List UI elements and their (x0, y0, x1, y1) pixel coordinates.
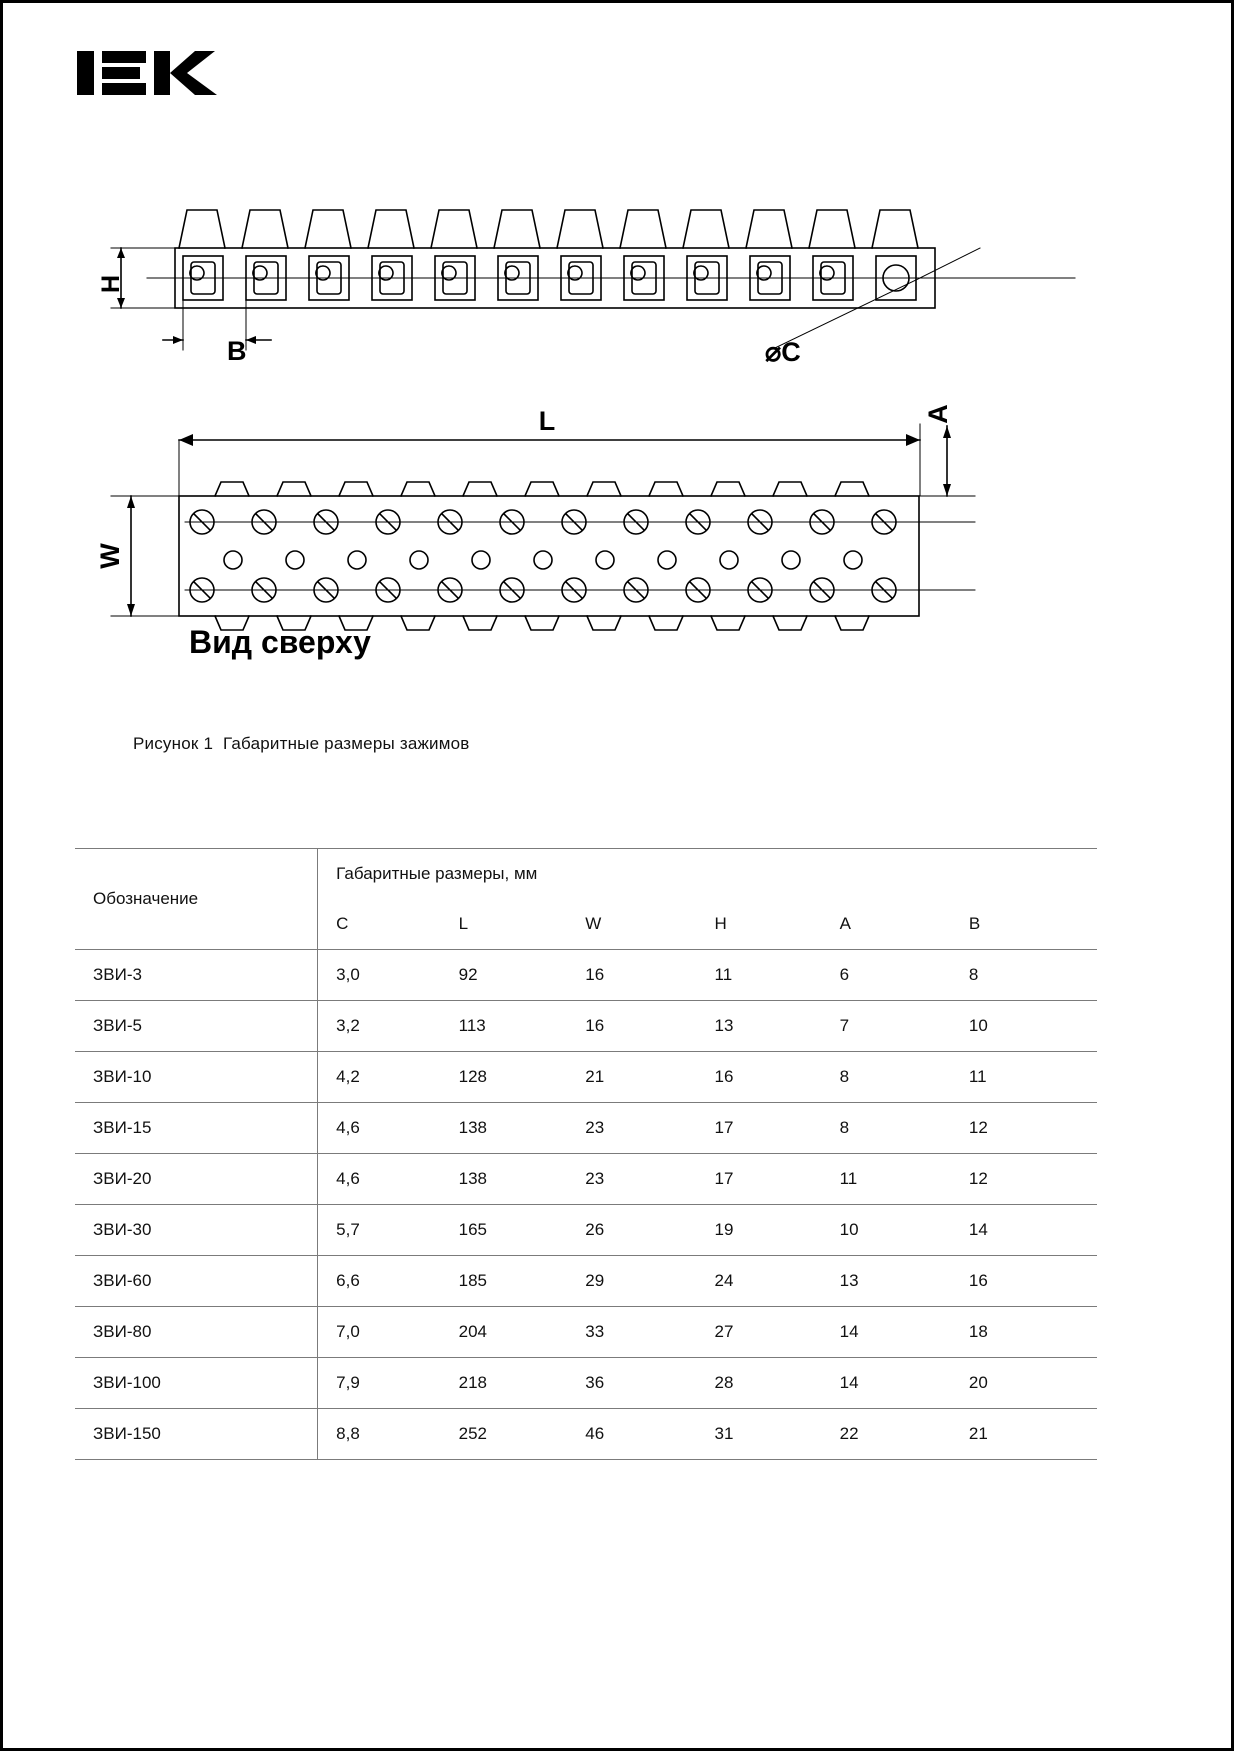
cell-designation: ЗВИ-150 (75, 1409, 318, 1460)
cell-b: 14 (951, 1205, 1097, 1256)
figure-caption: Рисунок 1 Габаритные размеры зажимов (133, 734, 470, 753)
cell-a: 6 (822, 950, 951, 1001)
header-col-a: A (822, 899, 951, 950)
cell-w: 23 (567, 1103, 696, 1154)
cell-h: 17 (697, 1154, 822, 1205)
label-h: H (97, 274, 125, 294)
header-col-c: C (318, 899, 441, 950)
header-col-b: B (951, 899, 1097, 950)
cell-c: 7,0 (318, 1307, 441, 1358)
cell-b: 10 (951, 1001, 1097, 1052)
cell-h: 16 (697, 1052, 822, 1103)
cell-a: 22 (822, 1409, 951, 1460)
cell-a: 10 (822, 1205, 951, 1256)
cell-w: 36 (567, 1358, 696, 1409)
label-c: ⌀C (765, 337, 801, 367)
cell-designation: ЗВИ-60 (75, 1256, 318, 1307)
dimensions-table (75, 848, 1097, 1460)
label-b: B (227, 336, 247, 366)
cell-c: 7,9 (318, 1358, 441, 1409)
cell-l: 113 (441, 1001, 568, 1052)
cell-l: 218 (441, 1358, 568, 1409)
cell-h: 13 (697, 1001, 822, 1052)
table-row (75, 950, 1097, 1001)
cell-l: 204 (441, 1307, 568, 1358)
header-designation: Обозначение (75, 849, 318, 950)
cell-a: 8 (822, 1052, 951, 1103)
cell-b: 12 (951, 1103, 1097, 1154)
cell-c: 4,2 (318, 1052, 441, 1103)
cell-c: 3,2 (318, 1001, 441, 1052)
cell-designation: ЗВИ-3 (75, 950, 318, 1001)
cell-l: 138 (441, 1154, 568, 1205)
table-row (75, 1205, 1097, 1256)
cell-b: 8 (951, 950, 1097, 1001)
cell-b: 11 (951, 1052, 1097, 1103)
table-row (75, 1256, 1097, 1307)
cell-b: 20 (951, 1358, 1097, 1409)
cell-a: 11 (822, 1154, 951, 1205)
header-col-w: W (567, 899, 696, 950)
cell-w: 29 (567, 1256, 696, 1307)
cell-w: 46 (567, 1409, 696, 1460)
cell-c: 4,6 (318, 1103, 441, 1154)
cell-l: 128 (441, 1052, 568, 1103)
cell-a: 14 (822, 1307, 951, 1358)
cell-designation: ЗВИ-30 (75, 1205, 318, 1256)
cell-h: 27 (697, 1307, 822, 1358)
table-row (75, 1409, 1097, 1460)
cell-b: 18 (951, 1307, 1097, 1358)
cell-h: 31 (697, 1409, 822, 1460)
cell-c: 4,6 (318, 1154, 441, 1205)
header-col-l: L (441, 899, 568, 950)
header-dimensions-group: Габаритные размеры, мм (318, 849, 1097, 900)
cell-b: 16 (951, 1256, 1097, 1307)
cell-w: 16 (567, 1001, 696, 1052)
cell-c: 6,6 (318, 1256, 441, 1307)
cell-a: 8 (822, 1103, 951, 1154)
cell-b: 12 (951, 1154, 1097, 1205)
table-row (75, 1103, 1097, 1154)
cell-w: 23 (567, 1154, 696, 1205)
cell-designation: ЗВИ-15 (75, 1103, 318, 1154)
cell-designation: ЗВИ-100 (75, 1358, 318, 1409)
cell-designation: ЗВИ-10 (75, 1052, 318, 1103)
cell-h: 17 (697, 1103, 822, 1154)
cell-h: 24 (697, 1256, 822, 1307)
cell-c: 3,0 (318, 950, 441, 1001)
cell-h: 19 (697, 1205, 822, 1256)
terminal-block-dimension-drawing (75, 178, 1095, 678)
cell-w: 26 (567, 1205, 696, 1256)
cell-h: 11 (697, 950, 822, 1001)
label-l: L (538, 406, 556, 436)
cell-l: 185 (441, 1256, 568, 1307)
cell-c: 5,7 (318, 1205, 441, 1256)
table-row (75, 1307, 1097, 1358)
cell-c: 8,8 (318, 1409, 441, 1460)
cell-designation: ЗВИ-5 (75, 1001, 318, 1052)
table-row (75, 1001, 1097, 1052)
table-row (75, 1358, 1097, 1409)
label-top-view: Вид сверху (189, 624, 371, 660)
cell-w: 21 (567, 1052, 696, 1103)
iek-logo (75, 45, 225, 107)
cell-a: 7 (822, 1001, 951, 1052)
table-row (75, 1154, 1097, 1205)
cell-b: 21 (951, 1409, 1097, 1460)
cell-w: 16 (567, 950, 696, 1001)
cell-w: 33 (567, 1307, 696, 1358)
cell-a: 14 (822, 1358, 951, 1409)
header-col-h: H (697, 899, 822, 950)
cell-designation: ЗВИ-20 (75, 1154, 318, 1205)
cell-h: 28 (697, 1358, 822, 1409)
cell-designation: ЗВИ-80 (75, 1307, 318, 1358)
cell-l: 138 (441, 1103, 568, 1154)
cell-a: 13 (822, 1256, 951, 1307)
cell-l: 165 (441, 1205, 568, 1256)
cell-l: 92 (441, 950, 568, 1001)
table-header-row-group (75, 849, 1097, 900)
cell-l: 252 (441, 1409, 568, 1460)
label-a: A (923, 404, 953, 424)
table-row (75, 1052, 1097, 1103)
label-w: W (95, 543, 125, 569)
